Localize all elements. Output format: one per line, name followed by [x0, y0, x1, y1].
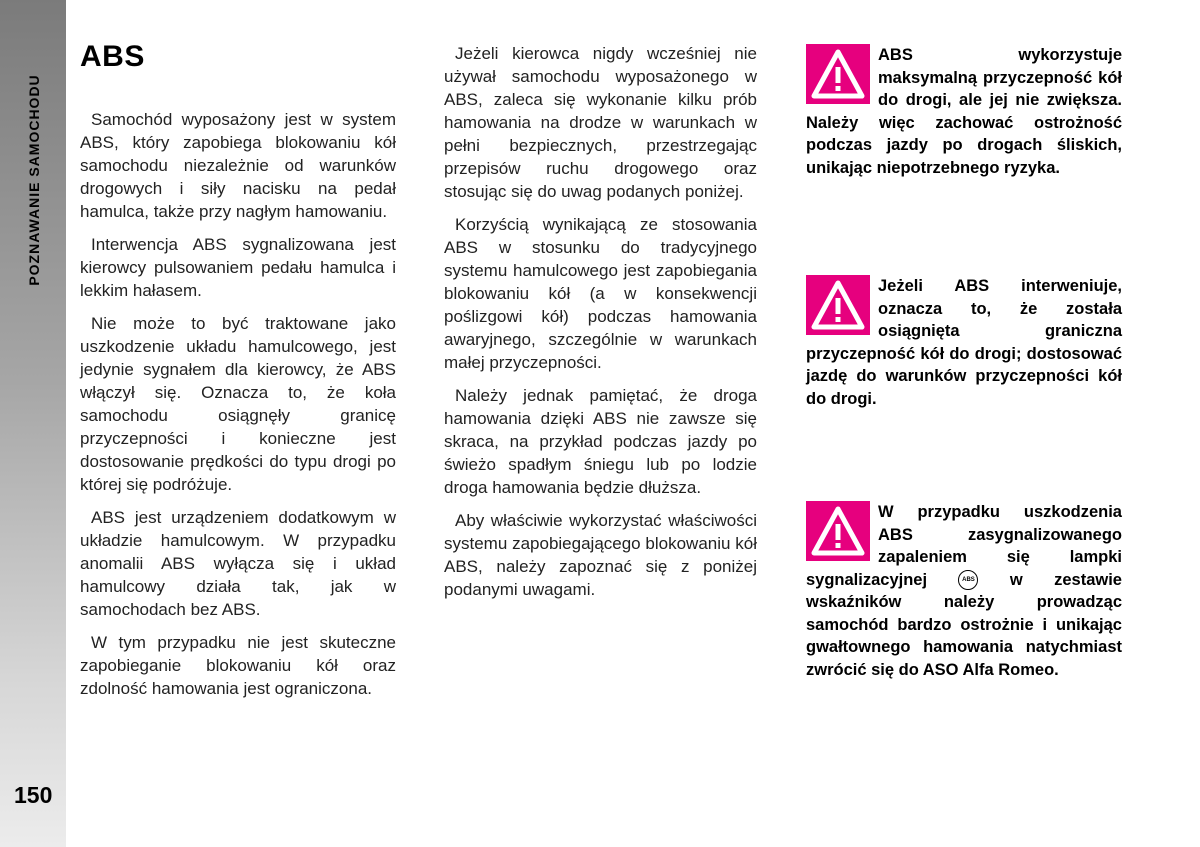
- warning-triangle-icon: [806, 275, 870, 335]
- text-column-2: [444, 42, 757, 611]
- warning-text-part: W przypadku uszkodzenia ABS zasygnalizowanego zapaleniem się lampki sygnalizacyjnej: [806, 503, 1122, 589]
- warning-triangle-icon: [806, 501, 870, 561]
- paragraph: Aby właściwie wykorzystać właściwości systemu zapobiegającego blokowaniu kół ABS, należy zapoznać się z poniżej podanymi uwagami.: [444, 511, 757, 599]
- paragraph: Interwencja ABS sygnalizowana jest kierowcy pulsowaniem pedału hamulca i lekkim hałasem.: [80, 235, 396, 300]
- sidebar: [0, 0, 66, 847]
- paragraph: Samochód wyposażony jest w system ABS, który zapobiega blokowaniu kół samochodu niezależnie od warunków drogowych i siły nacisku na pedał hamulca, także przy nagłym hamowaniu.: [80, 110, 396, 221]
- page-title: ABS: [80, 40, 145, 73]
- warning-box-3: [806, 501, 1122, 681]
- paragraph: ABS jest urządzeniem dodatkowym w układzie hamulcowym. W przypadku anomalii ABS wyłącza się i układ hamulcowy działa tak, jak w samochodach bez ABS.: [80, 508, 396, 619]
- paragraph: Należy jednak pamiętać, że droga hamowania dzięki ABS nie zawsze się skraca, na przykład podczas jazdy po świeżo spadłym śniegu lub po lodzie droga hamowania będzie dłuższa.: [444, 386, 757, 497]
- section-label: POZNAWANIE SAMOCHODU: [26, 74, 42, 286]
- warning-box-2: [806, 275, 1122, 410]
- warning-text: Jeżeli ABS interweniuje, oznacza to, że została osiągnięta graniczna przyczepność kół do drogi; dostosować jazdę do warunków przyczepności kół do drogi.: [806, 277, 1122, 408]
- paragraph: Jeżeli kierowca nigdy wcześniej nie używał samochodu wyposażonego w ABS, zaleca się wykonanie kilku prób hamowania na drodze w warunkach w pełni bezpiecznych, przestrzegając przepisów ruchu drogowego oraz stosując się do uwag podanych poniżej.: [444, 44, 757, 201]
- text-column-1: [80, 108, 396, 710]
- warning-text-part: w zestawie wskaźników należy prowadząc samochód bardzo ostrożnie i unikając gwałtownego hamowania natychmiast zwrócić się do ASO Alfa Romeo.: [806, 570, 1122, 679]
- abs-lamp-icon: ABS: [958, 570, 978, 590]
- warning-triangle-icon: [806, 44, 870, 104]
- warning-box-1: [806, 44, 1122, 179]
- paragraph: Nie może to być traktowane jako uszkodzenie układu hamulcowego, jest jedynie sygnałem dla kierowcy, że ABS włączył się. Oznacza to, że koła samochodu osiągnęły granicę przyczepności i konieczne jest dostosowanie prędkości do typu drogi po której się podróżuje.: [80, 314, 396, 494]
- paragraph: Korzyścią wynikającą ze stosowania ABS w stosunku do tradycyjnego systemu hamulcowego jest zapobiegania blokowaniu kół (a w konsekwencji poślizgowi kół) podczas hamowania awaryjnego, szczególnie w warunkach małej przyczepności.: [444, 215, 757, 372]
- page-number: 150: [14, 782, 53, 808]
- warning-text: ABS wykorzystuje maksymalną przyczepność kół do drogi, ale jej nie zwiększa. Należy więc zachować ostrożność podczas jazdy po drogach śliskich, unikając niepotrzebnego ryzyka.: [806, 46, 1122, 177]
- paragraph: W tym przypadku nie jest skuteczne zapobieganie blokowaniu kół oraz zdolność hamowania jest ograniczona.: [80, 633, 396, 698]
